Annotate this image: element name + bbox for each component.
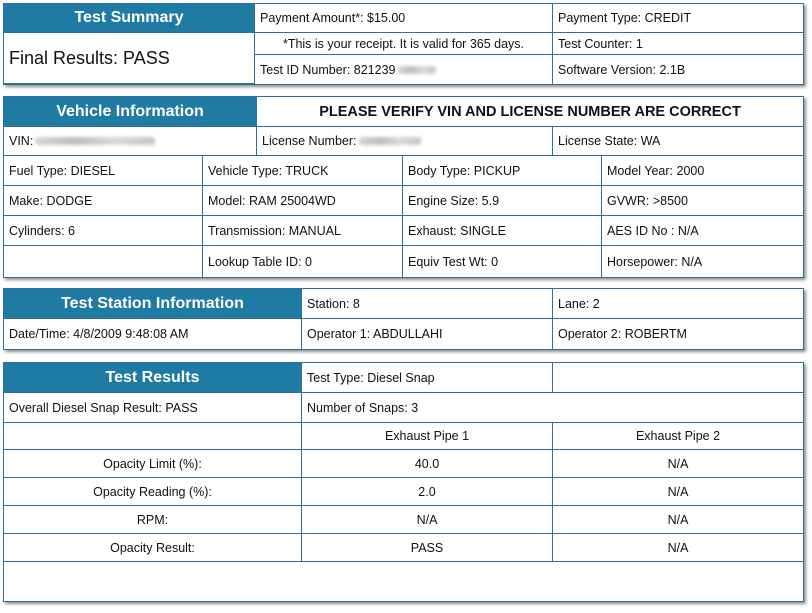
verify-vin-notice: PLEASE VERIFY VIN AND LICENSE NUMBER ARE CORRECT	[257, 97, 803, 127]
model: Model: RAM 25004WD	[203, 186, 403, 216]
result-row-pipe1: PASS	[302, 534, 553, 562]
transmission: Transmission: MANUAL	[203, 216, 403, 246]
lane-number: Lane: 2	[553, 289, 803, 319]
final-results: Final Results: PASS	[4, 33, 255, 84]
empty-cell	[4, 423, 302, 450]
test-station-header: Test Station Information	[4, 289, 302, 319]
payment-type: Payment Type: CREDIT	[553, 4, 803, 33]
result-row-label: Opacity Limit (%):	[4, 450, 302, 478]
receipt-note: *This is your receipt. It is valid for 365 days.	[255, 33, 553, 55]
model-year: Model Year: 2000	[602, 156, 803, 186]
lookup-table-id: Lookup Table ID: 0	[203, 246, 403, 277]
date-time: Date/Time: 4/8/2009 9:48:08 AM	[4, 319, 302, 349]
gvwr: GVWR: >8500	[602, 186, 803, 216]
vin-field	[4, 127, 257, 156]
result-row-label: RPM:	[4, 506, 302, 534]
license-number-field	[257, 127, 553, 156]
make: Make: DODGE	[4, 186, 203, 216]
operator-1: Operator 1: ABDULLAHI	[302, 319, 553, 349]
license-number-label: License Number:	[262, 134, 357, 148]
result-row-pipe1: 40.0	[302, 450, 553, 478]
vehicle-type: Vehicle Type: TRUCK	[203, 156, 403, 186]
result-row-pipe2: N/A	[553, 534, 803, 562]
license-state: License State: WA	[553, 127, 803, 156]
exhaust: Exhaust: SINGLE	[403, 216, 602, 246]
vehicle-information-section	[3, 96, 804, 278]
test-station-section	[3, 288, 804, 350]
horsepower: Horsepower: N/A	[607, 254, 703, 269]
exhaust-pipe-1-header: Exhaust Pipe 1	[302, 423, 553, 450]
redacted-test-id-blur	[398, 66, 436, 74]
engine-size: Engine Size: 5.9	[403, 186, 602, 216]
number-of-snaps: Number of Snaps: 3	[302, 393, 803, 423]
equiv-test-wt: Equiv Test Wt: 0	[403, 246, 602, 277]
empty-cell	[4, 246, 203, 277]
test-summary-section	[3, 3, 804, 85]
result-row-pipe2: N/A	[553, 506, 803, 534]
cylinders: Cylinders: 6	[4, 216, 203, 246]
vehicle-information-header: Vehicle Information	[4, 97, 257, 127]
test-results-header: Test Results	[4, 363, 302, 393]
test-type: Test Type: Diesel Snap	[302, 363, 553, 393]
result-row-pipe1: 2.0	[302, 478, 553, 506]
result-row-label: Opacity Reading (%):	[4, 478, 302, 506]
redacted-license-blur	[359, 137, 421, 145]
test-results-section	[3, 362, 804, 602]
result-row-label: Opacity Result:	[4, 534, 302, 562]
station-number: Station: 8	[302, 289, 553, 319]
redacted-vin-blur	[35, 137, 155, 145]
fuel-type: Fuel Type: DIESEL	[4, 156, 203, 186]
test-id-number	[255, 55, 553, 84]
software-version: Software Version: 2.1B	[558, 62, 686, 77]
test-id-label: Test ID Number: 821239	[260, 62, 396, 77]
vin-label: VIN:	[9, 134, 34, 148]
body-type: Body Type: PICKUP	[403, 156, 602, 186]
test-counter: Test Counter: 1	[553, 33, 803, 55]
result-row-pipe2: N/A	[553, 450, 803, 478]
aes-id-no: AES ID No : N/A	[602, 216, 803, 246]
overall-result: Overall Diesel Snap Result: PASS	[4, 393, 302, 423]
operator-2: Operator 2: ROBERTM	[558, 327, 687, 341]
empty-cell	[553, 363, 803, 393]
result-row-pipe1: N/A	[302, 506, 553, 534]
payment-amount: Payment Amount*: $15.00	[255, 4, 553, 33]
exhaust-pipe-2-header: Exhaust Pipe 2	[553, 423, 803, 450]
result-row-pipe2: N/A	[553, 478, 803, 506]
test-summary-header: Test Summary	[4, 4, 255, 33]
